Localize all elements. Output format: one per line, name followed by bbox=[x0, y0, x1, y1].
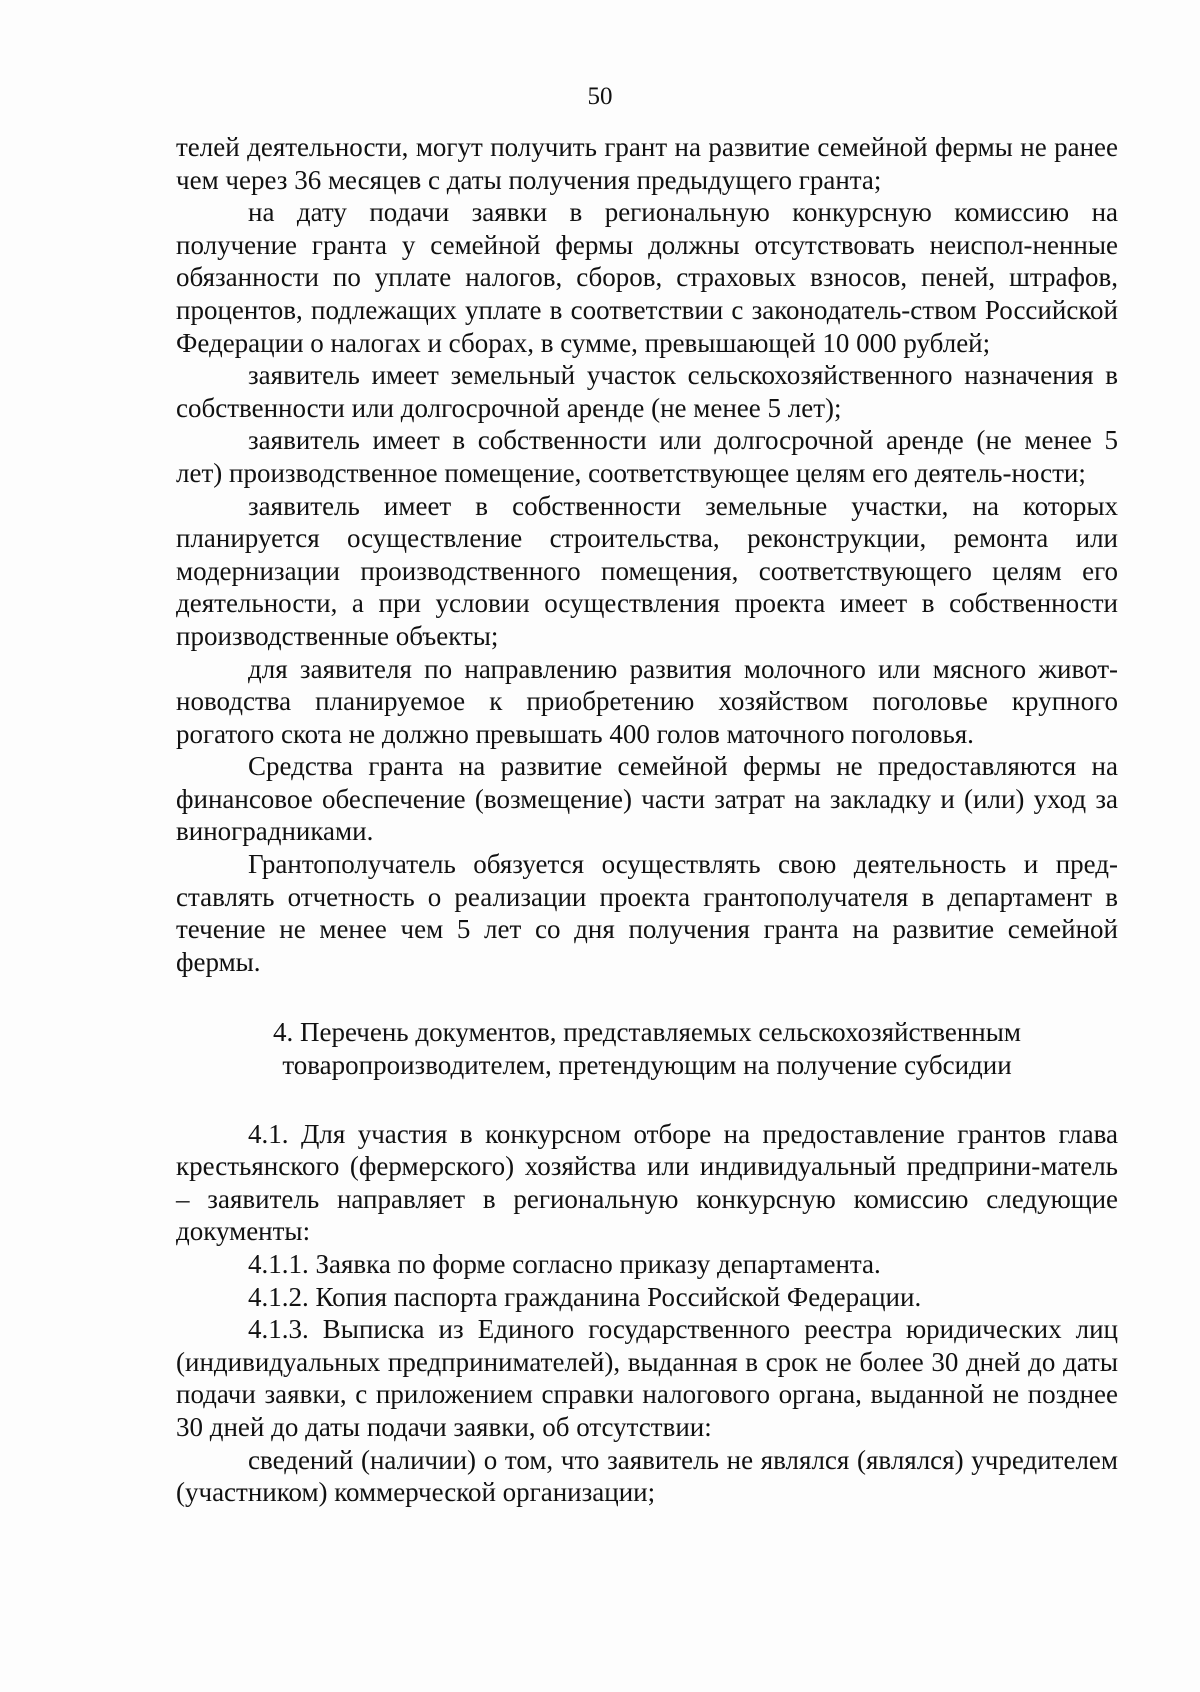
paragraph: 4.1.2. Копия паспорта гражданина Российской Федерации. bbox=[248, 1281, 922, 1312]
paragraph: 4.1.3. Выписка из Единого государственного реестра юридических лиц (индивидуальных предпринимателей), выданная в срок не более 30 дней до даты подачи заявки, с приложением справки налогового органа, выданной не позднее 30 дней до даты подачи заявки, об отсутствии: bbox=[176, 1314, 1118, 1442]
paragraph: телей деятельности, могут получить грант на развитие семейной фермы не ранее чем через 36 месяцев с даты получения предыдущего гранта; bbox=[176, 132, 1118, 195]
paragraph: на дату подачи заявки в региональную конкурсную комиссию на получение гранта у семейной фермы должны отсутствовать неиспол-ненные обязанности по уплате налогов, сборов, страховых взносов, пеней, штрафов, процентов, подлежащих уплате в соответствии с законодатель-ством Российской Федерации о налогах и сборах, в сумме, превышающей 10 000 рублей; bbox=[176, 197, 1118, 358]
paragraph: Грантополучатель обязуется осуществлять свою деятельность и пред-ставлять отчетность о реализации проекта грантополучателя в департамент в течение не менее чем 5 лет со дня получения гранта на развитие семейной фермы. bbox=[176, 849, 1118, 977]
paragraph: Средства гранта на развитие семейной фермы не предоставляются на финансовое обеспечение (возмещение) части затрат на закладку и (или) уход за виноградниками. bbox=[176, 751, 1118, 847]
paragraph: 4.1. Для участия в конкурсном отборе на предоставление грантов глава крестьянского (фермерского) хозяйства или индивидуальный предприни-матель – заявитель направляет в региональную конкурсную комиссию следующие документы: bbox=[176, 1118, 1118, 1247]
paragraph: заявитель имеет в собственности или долгосрочной аренде (не менее 5 лет) производственное помещение, соответствующее целям его деятель-ности; bbox=[176, 425, 1118, 488]
paragraph: заявитель имеет земельный участок сельскохозяйственного назначения в собственности или долгосрочной аренде (не менее 5 лет); bbox=[176, 360, 1118, 423]
paragraph: 4.1.1. Заявка по форме согласно приказу департамента. bbox=[248, 1249, 881, 1279]
page-number: 50 bbox=[587, 83, 613, 110]
paragraph: для заявителя по направлению развития молочного или мясного живот-новодства планируемое к приобретению хозяйством поголовье крупного рогатого скота не должно превышать 400 голов маточного поголовья. bbox=[176, 653, 1118, 749]
paragraph: заявитель имеет в собственности земельные участки, на которых планируется осуществление строительства, реконструкции, ремонта или модернизации производственного помещения, соответствующего целям его деятельности, а при условии осуществления проекта имеет в собственности производственные объекты; bbox=[176, 490, 1118, 651]
section-heading-line: 4. Перечень документов, представляемых сельскохозяйственным bbox=[273, 1017, 1021, 1048]
section-heading bbox=[176, 1016, 1118, 1081]
paragraph: сведений (наличии) о том, что заявитель не являлся (являлся) учредителем (участником) коммерческой организации; bbox=[176, 1444, 1118, 1508]
section-heading-line: товаропроизводителем, претендующим на получение субсидии bbox=[282, 1050, 1012, 1081]
document-body bbox=[176, 131, 1118, 1509]
